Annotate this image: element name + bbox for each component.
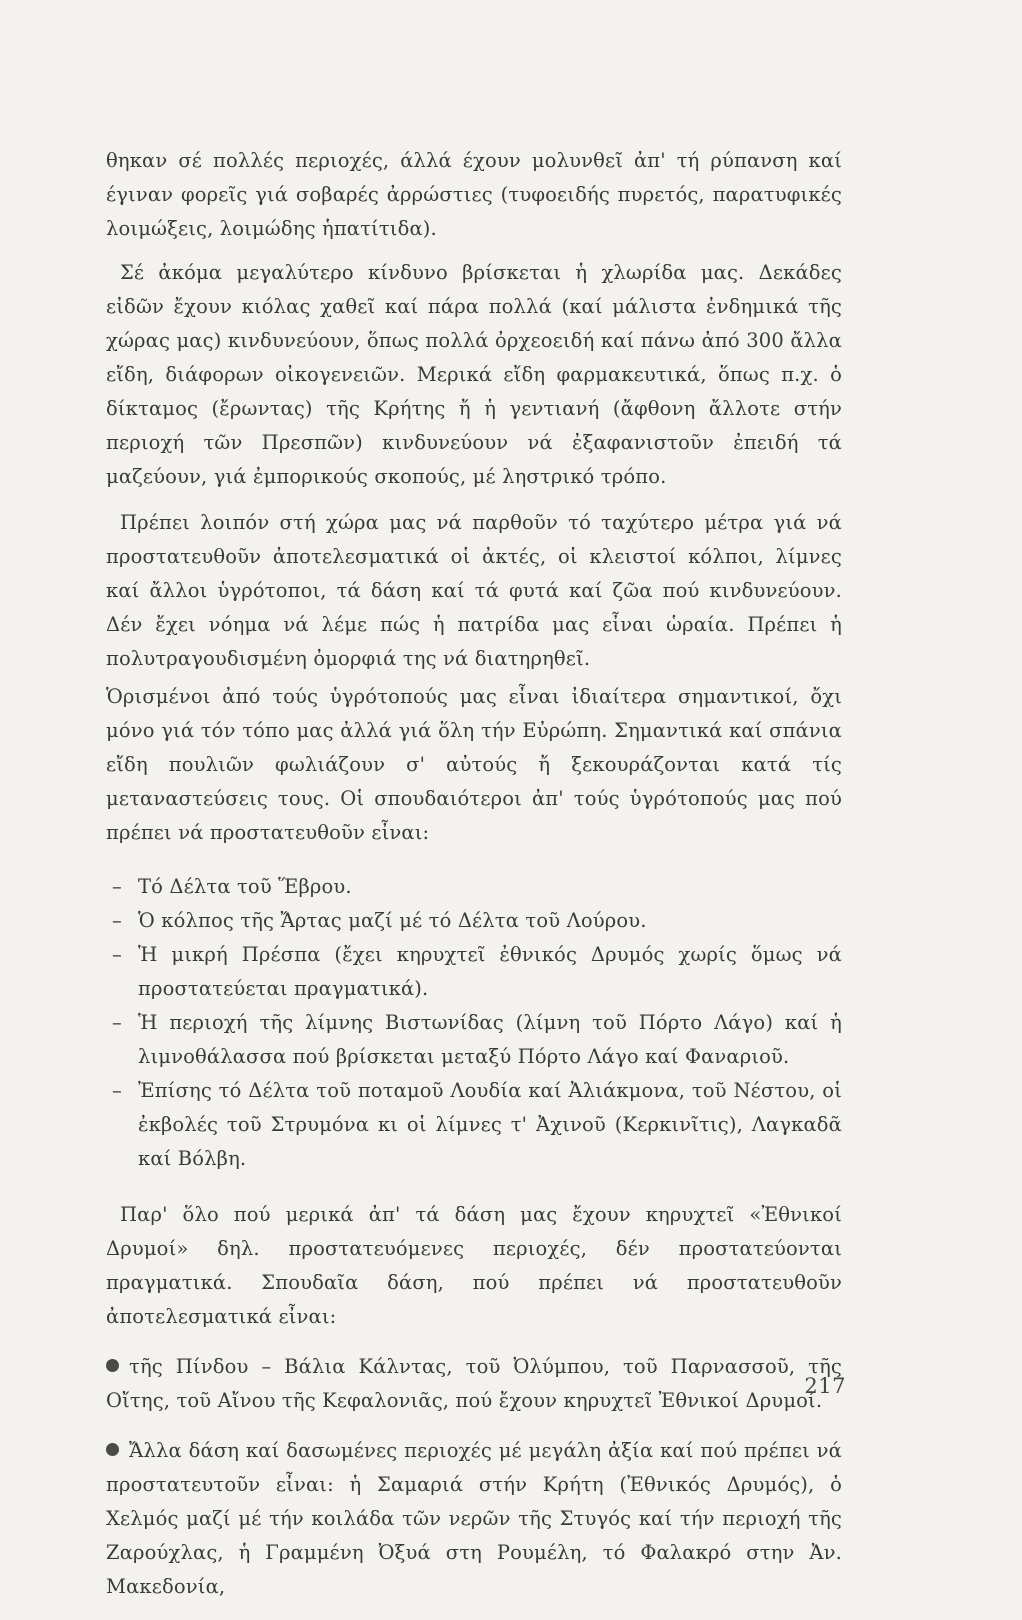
- paragraph-wetlands: Ὁρισμένοι ἀπό τούς ὑγρότοπούς μας εἶναι ἰδιαίτερα σημαντικοί, ὄχι μόνο γιά τόν τόπο μας ἀλλά γιά ὅλη τήν Εὐρώπη. Σημαντικά καί σπάνια εἴδη πουλιῶν φωλιάζουν σ' αὐτούς ἤ ξεκουράζονται κατά τίς μεταναστεύσεις τους. Οἱ σπουδαιότεροι ἀπ' τούς ὑγρότοπούς μας πού πρέπει νά προστατευθοῦν εἶναι:: [106, 685, 842, 844]
- paragraph-continuation: θηκαν σέ πολλές περιοχές, άλλά έχουν μολυνθεῖ ἀπ' τή ρύπανση καί έγιναν φορεῖς γιά σοβαρές ἀρρώστιες (τυφοειδής πυρετός, παρατυφικές λοιμώξεις, λοιμώδης ἡπατίτιδα).: [106, 149, 842, 240]
- list-item-text: Ἐπίσης τό Δέλτα τοῦ ποταμοῦ Λουδία καί Ἀλιάκμονα, τοῦ Νέστου, οἱ ἐκβολές τοῦ Στρυμόνα κι οἱ λίμνες τ' Ἀχινοῦ (Κερκινῖτις), Λαγκαδᾶ καί Βόλβη.: [138, 1079, 842, 1170]
- dash-marker: –: [112, 1079, 122, 1102]
- list-item-text: Τό Δέλτα τοῦ Ἕβρου.: [138, 875, 352, 898]
- list-item-text: Ἡ περιοχή τῆς λίμνης Βιστωνίδας (λίμνη τοῦ Πόρτο Λάγο) καί ἡ λιμνοθάλασσα πού βρίσκεται μεταξύ Πόρτο Λάγο καί Φαναριοῦ.: [138, 1011, 842, 1068]
- bullet-item-text: τῆς Πίνδου – Βάλια Κάλντας, τοῦ Ὀλύμπου, τοῦ Παρνασσοῦ, τῆς Οἴτης, τοῦ Αἴνου τῆς Κεφαλονιᾶς, πού ἔχουν κηρυχτεῖ Ἐθνικοί Δρυμοί.: [106, 1355, 842, 1412]
- list-item: [106, 870, 842, 904]
- bullet-item: [106, 1350, 842, 1418]
- bullet-item: [106, 1434, 842, 1604]
- list-item-text: Ἡ μικρή Πρέσπα (ἔχει κηρυχτεῖ ἐθνικός Δρυμός χωρίς ὅμως νά προστατεύεται πραγματικά).: [138, 943, 842, 1000]
- wetlands-list: [106, 870, 842, 1176]
- bullet-item-text: Ἄλλα δάση καί δασωμένες περιοχές μέ μεγάλη ἀξία καί πού πρέπει νά προστατευτοῦν εἶναι: ἡ Σαμαριά στήν Κρήτη (Ἐθνικός Δρυμός), ὁ Χελμός μαζί μέ τήν κοιλάδα τῶν νερῶν τῆς Στυγός καί τήν περιοχή τῆς Ζαρούχλας, ἡ Γραμμένη Ὀξυά στη Ρουμέλη, τό Φαλακρό στην Ἀν. Μακεδονία,: [106, 1439, 842, 1598]
- page-body: [106, 144, 842, 1620]
- list-item: [106, 1006, 842, 1074]
- list-item: [106, 904, 842, 938]
- dash-marker: –: [112, 943, 122, 966]
- paragraph-forests: Παρ' ὅλο πού μερικά ἀπ' τά δάση μας ἔχουν κηρυχτεῖ «Ἐθνικοί Δρυμοί» δηλ. προστατευόμενες περιοχές, δέν προστατεύονται πραγματικά. Σπουδαῖα δάση, πού πρέπει νά προστατευθοῦν ἀποτελεσματικά εἶναι:: [106, 1203, 842, 1328]
- page-number: 217: [804, 1374, 846, 1398]
- list-item-text: Ὁ κόλπος τῆς Ἄρτας μαζί μέ τό Δέλτα τοῦ Λούρου.: [138, 909, 647, 932]
- bullet-dot-icon: [106, 1359, 119, 1372]
- list-item: [106, 938, 842, 1006]
- dash-marker: –: [112, 875, 122, 898]
- dash-marker: –: [112, 909, 122, 932]
- paragraph-flora: Σέ ἀκόμα μεγαλύτερο κίνδυνο βρίσκεται ἡ χλωρίδα μας. Δεκάδες εἰδῶν ἔχουν κιόλας χαθεῖ καί πάρα πολλά (καί μάλιστα ἐνδημικά τῆς χώρας μας) κινδυνεύουν, ὅπως πολλά ὀρχεοειδή καί πάνω ἀπό 300 ἄλλα εἴδη, διάφορων οἰκογενειῶν. Μερικά εἴδη φαρμακευτικά, ὅπως π.χ. ὁ δίκταμος (ἔρωντας) τῆς Κρήτης ἤ ἡ γεντιανή (ἄφθονη ἄλλοτε στήν περιοχή τῶν Πρεσπῶν) κινδυνεύουν νά ἐξαφανιστοῦν ἐπειδή τά μαζεύουν, γιά ἐμπορικούς σκοπούς, μέ ληστρικό τρόπο.: [106, 261, 842, 488]
- paragraph-protection-measures: Πρέπει λοιπόν στή χώρα μας νά παρθοῦν τό ταχύτερο μέτρα γιά νά προστατευθοῦν ἀποτελεσματικά οἱ ἀκτές, οἱ κλειστοί κόλποι, λίμνες καί ἄλλοι ὑγρότοποι, τά δάση καί τά φυτά καί ζῶα πού κινδυνεύουν. Δέν ἔχει νόημα νά λέμε πώς ἡ πατρίδα μας εἶναι ὡραία. Πρέπει ἡ πολυτραγουδισμένη ὀμορφιά της νά διατηρηθεῖ.: [106, 511, 842, 670]
- dash-marker: –: [112, 1011, 122, 1034]
- list-item: [106, 1074, 842, 1176]
- bullet-dot-icon: [106, 1443, 119, 1456]
